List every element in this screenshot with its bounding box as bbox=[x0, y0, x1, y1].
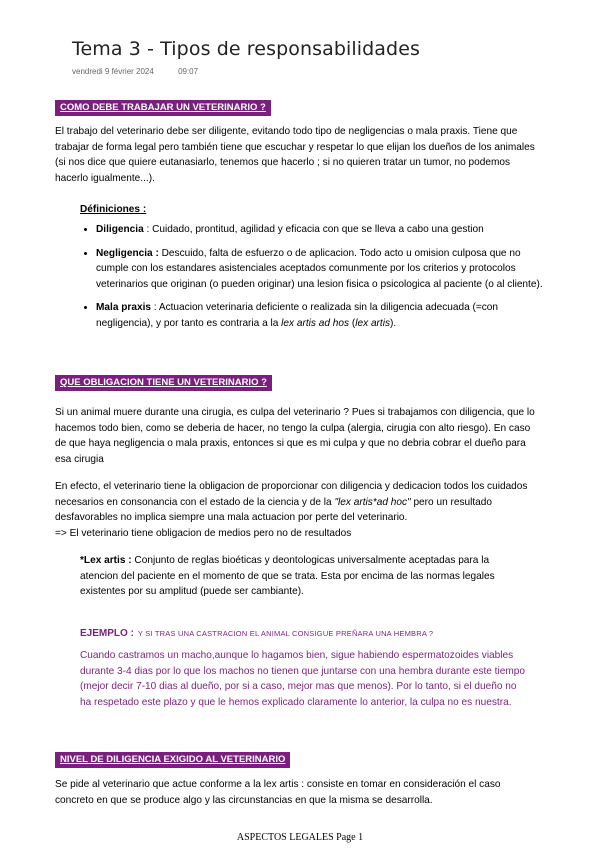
definition-text: Descuido, falta de esfuerzo o de aplicacion. Todo acto u omision culposa que no cumple con los estandares asistenciales aceptados comunmente por los criterios y protocolos veterinarios que originan (o pueden originar) una lesion fisica o psicologica al paciente (o al cliente). bbox=[96, 247, 543, 290]
definition-term: Mala praxis bbox=[96, 302, 151, 314]
section-header-nivel-diligencia: NIVEL DE DILIGENCIA EXIGIDO AL VETERINARIO bbox=[55, 752, 290, 768]
definition-item: • Diligencia : Cuidado, prontitud, agilidad y eficacia con que se lleva a cabo una gestion bbox=[96, 222, 551, 238]
example-label: EJEMPLO : bbox=[80, 628, 134, 639]
section2-para1: Si un animal muere durante una cirugia, es culpa del veterinario ? Pues si trabajamos con diligencia, que lo hacemos todo bien, como se deberia de hacer, no tengo la culpa (alergia, cirugia con alto riesgo). En caso de que haya negligencia o mala praxis, entonces si que es mi culpa y que no debria cobrar el dueño para esa cirugia bbox=[55, 407, 535, 465]
section3-text: Se pide al veterinario que actue conforme a la lex artis : consiste en tomar en consideración el caso concreto en que se produce algo y las circunstancias en que la misma se desarrolla. bbox=[55, 779, 501, 806]
page-meta bbox=[72, 67, 220, 76]
section2-para2: En efecto, el veterinario tiene la obligacion de proporcionar con diligencia y dedicacion todos los cuidados necesarios en consonancia con el estado de la ciencia y de la "lex artis*ad hoc" pero un resultado desfavorables no implica siempre una mala actuacion por perte del veterinario. => El veterinario tiene obligacion de medios pero no de resultados bbox=[55, 481, 528, 539]
example-text: Cuando castramos un macho,aunque lo hagamos bien, sigue habiendo espermatozoides viables durante 3-4 dias por lo que los machos no tienen que juntarse con una hembra durante este tiempo (mejor decir 7-10 dias al dueño, por si a caso, mejor mas que menos). Por lo tanto, si el dueño no ha respetado este plazo y que le hemos explicado claramente lo anterior, la culpa no es nuestra. bbox=[80, 650, 525, 708]
section-header-como-debe: COMO DEBE TRABAJAR UN VETERINARIO ? bbox=[55, 100, 271, 116]
lex-artis-note: *Lex artis : Conjunto de reglas bioéticas y deontologicas universalmente aceptadas para la atencion del paciente en el momento de que se trata. Esta por encima de las normas legales existentes por su amplitud (puede ser cambiante). bbox=[80, 555, 495, 598]
time-label: 09:07 bbox=[178, 67, 199, 76]
section-header-que-obligacion: QUE OBLIGACION TIENE UN VETERINARIO ? bbox=[55, 375, 272, 391]
definitions-list bbox=[80, 222, 551, 340]
definition-item bbox=[96, 246, 551, 293]
date-label: vendredi 9 février 2024 bbox=[72, 67, 154, 76]
page-footer: ASPECTOS LEGALES Page 1 bbox=[236, 832, 364, 843]
definition-text: Cuidado, prontitud, agilidad y eficacia con que se lleva a cabo una gestion bbox=[152, 224, 484, 235]
example-question: Y SI TRAS UNA CASTRACION EL ANIMAL CONSIGUE PREÑARA UNA HEMBRA ? bbox=[137, 629, 434, 638]
definition-text: Actuacion veterinaria deficiente o realizada sin la diligencia adecuada (=con negligencia), y por tanto es contraria a la bbox=[96, 302, 499, 329]
example-heading bbox=[80, 628, 433, 639]
definitions-heading: Définiciones : bbox=[80, 204, 147, 215]
definition-item: • Mala praxis : Actuacion veterinaria deficiente o realizada sin la diligencia adecuada (=con negligencia), y por tanto es contraria a la lex artis ad hos (lex artis). bbox=[96, 300, 551, 331]
page-title: Tema 3 - Tipos de responsabilidades bbox=[72, 38, 420, 60]
definition-term: Diligencia bbox=[96, 224, 144, 235]
definition-term: Negligencia : bbox=[96, 247, 159, 259]
section1-intro: El trabajo del veterinario debe ser diligente, evitando todo tipo de negligencias o mala praxis. Tiene que trabajar de forma legal pero también tiene que escuchar y respetar lo que elijan los dueños de los animales (si nos dice que quiere eutanasiarlo, tenemos que hacerlo ; si no quieren tratar un tumor, no podemos hacerlo igualmente...). bbox=[55, 126, 535, 184]
lex-artis-term: *Lex artis : bbox=[80, 555, 132, 566]
